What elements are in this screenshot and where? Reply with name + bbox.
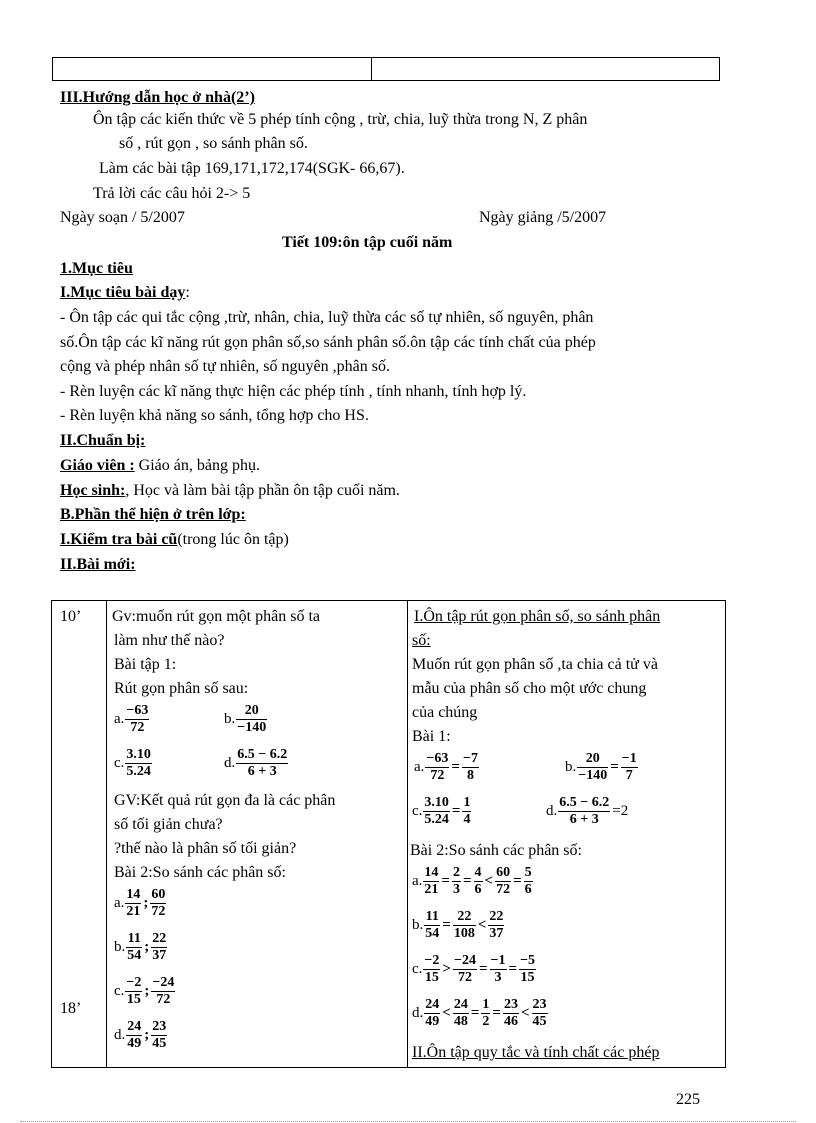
fraction (125, 703, 149, 736)
equals: = (470, 1005, 480, 1021)
fraction (488, 909, 504, 942)
fraction (462, 751, 479, 784)
separator: ; (144, 983, 150, 999)
denominator: 37 (152, 948, 167, 963)
objective-line: cộng và phép nhân số tự nhiên, số nguyên ,phân số. (60, 358, 390, 375)
numerator: 5 (524, 865, 532, 880)
teacher-question: Gv:muốn rút gọn một phân số ta (112, 608, 320, 625)
answer-2a (412, 865, 534, 898)
fraction (503, 997, 519, 1030)
table-divider (371, 58, 372, 80)
denominator: 108 (453, 926, 475, 941)
footer-divider (20, 1121, 796, 1122)
less-than: < (477, 917, 487, 933)
numerator: −1 (490, 953, 506, 968)
denominator: 72 (496, 882, 511, 897)
equals: = (441, 873, 450, 889)
fraction (495, 865, 511, 898)
content-rule: mẫu của phân số cho một ước chung (412, 680, 647, 697)
fraction (519, 953, 536, 986)
fraction (126, 1019, 142, 1052)
fraction (453, 909, 476, 942)
less-than: < (484, 873, 494, 889)
teacher-question: làm như thế nào? (114, 632, 225, 649)
teacher-row-b (224, 703, 268, 736)
fraction (621, 751, 638, 784)
label-d: d. (546, 802, 558, 819)
numerator: 6.5 − 6.2 (237, 747, 288, 762)
exercise-label: Bài 2:So sánh các phân số: (410, 842, 582, 859)
fraction (423, 865, 439, 898)
numerator: 60 (496, 865, 511, 880)
label-d: d. (224, 754, 236, 771)
column-divider (106, 601, 107, 1067)
denominator: 4 (463, 812, 471, 827)
fraction (151, 1019, 167, 1052)
label-a: a. (114, 710, 125, 727)
denominator: 21 (126, 904, 141, 919)
equals: = (478, 961, 488, 977)
answer-2c (412, 953, 537, 986)
denominator: 3 (452, 882, 460, 897)
fraction (236, 703, 267, 736)
denominator: 54 (127, 948, 142, 963)
label-b: b. (565, 758, 577, 775)
numerator: 24 (453, 997, 468, 1012)
teacher-row-d (224, 747, 289, 780)
fraction (236, 747, 288, 780)
label-a: a. (414, 758, 425, 775)
numerator: −5 (520, 953, 536, 968)
fraction (425, 751, 449, 784)
numerator: −24 (453, 953, 476, 968)
fraction (126, 931, 142, 964)
objective-line: - Rèn luyện khả năng so sánh, tổng hợp cho HS. (60, 407, 369, 424)
column-divider (407, 601, 408, 1067)
student-prep (60, 481, 400, 501)
denominator: −140 (578, 768, 608, 783)
label-d: d. (114, 1026, 126, 1043)
denominator: −140 (237, 720, 267, 735)
denominator: 54 (425, 926, 440, 941)
homework-line: Ôn tập các kiến thức về 5 phép tính cộng , trừ, chia, luỹ thừa trong N, Z phân (93, 111, 588, 128)
homework-line: Trả lời các câu hỏi 2-> 5 (93, 185, 251, 202)
lesson-table (51, 600, 726, 1068)
numerator: 1 (463, 795, 471, 810)
fraction (474, 865, 483, 898)
numerator: 3.10 (126, 747, 151, 762)
numerator: 14 (424, 865, 439, 880)
answer-1d (546, 795, 629, 828)
numerator: −7 (462, 751, 478, 766)
answer-1c (412, 795, 472, 828)
label-d: d. (412, 1004, 424, 1021)
numerator: 20 (577, 751, 608, 768)
numerator: 22 (152, 931, 167, 946)
denominator: 72 (430, 768, 445, 783)
separator: ; (144, 1027, 150, 1043)
student-text: , Học và làm bài tập phần ôn tập cuối năm. (125, 482, 400, 499)
colon: : (185, 284, 190, 301)
numerator: 60 (151, 887, 166, 902)
fraction (423, 795, 450, 828)
denominator: 6 + 3 (247, 764, 277, 779)
page-number: 225 (676, 1091, 700, 1108)
numerator: −63 (126, 703, 149, 718)
fraction (558, 795, 610, 828)
label-b: b. (224, 710, 236, 727)
numerator: 2 (452, 865, 460, 880)
greater-than: > (442, 961, 451, 977)
check-text: (trong lúc ôn tập) (177, 531, 289, 548)
numerator: −63 (426, 751, 449, 766)
equals: = (462, 873, 472, 889)
label-c: c. (114, 754, 125, 771)
equals: = (508, 961, 518, 977)
exercise-label: Bài 1: (412, 728, 451, 745)
numerator: 4 (474, 865, 482, 880)
denominator: 46 (503, 1014, 518, 1029)
label-c: c. (412, 802, 423, 819)
equals: = (442, 917, 451, 933)
numerator: 24 (425, 997, 440, 1012)
equals: = (513, 873, 522, 889)
numerator: −2 (424, 953, 440, 968)
label-c: c. (114, 982, 125, 999)
numerator: 14 (126, 887, 141, 902)
denominator: 48 (453, 1014, 468, 1029)
denominator: 2 (482, 1014, 490, 1029)
content-rule: của chúng (412, 704, 478, 721)
less-than: < (520, 1005, 530, 1021)
numerator: −1 (621, 751, 637, 766)
denominator: 8 (466, 768, 474, 783)
teacher-compare-b (114, 931, 168, 964)
time-cell: 10’ (60, 608, 82, 625)
fraction (125, 747, 152, 780)
preparation-heading: II.Chuẩn bị: (60, 432, 146, 449)
objectives-heading: 1.Mục tiêu (60, 260, 133, 277)
denominator: 15 (520, 970, 535, 985)
fraction (151, 931, 167, 964)
numerator: 20 (236, 703, 267, 720)
numerator: 22 (489, 909, 504, 924)
denominator: 21 (424, 882, 439, 897)
denominator: 15 (424, 970, 439, 985)
fraction (151, 975, 175, 1008)
teacher-prep (60, 456, 260, 476)
denominator: 72 (130, 720, 145, 735)
fraction (462, 795, 471, 828)
fraction (150, 887, 166, 920)
denominator: 49 (425, 1014, 440, 1029)
homework-line: Làm các bài tập 169,171,172,174(SGK- 66,67). (99, 160, 405, 177)
label-a: a. (412, 872, 423, 889)
content-heading: II.Ôn tập quy tắc và tính chất các phép (412, 1044, 660, 1061)
denominator: 6 (474, 882, 482, 897)
numerator: −24 (152, 975, 175, 990)
separator: ; (144, 939, 150, 955)
equals: = (492, 1005, 501, 1021)
fraction (481, 997, 490, 1030)
top-empty-table (52, 57, 720, 81)
denominator: 6 (524, 882, 532, 897)
denominator: 5.24 (126, 764, 151, 779)
fraction (453, 997, 469, 1030)
homework-line: số , rút gọn , so sánh phân số. (119, 135, 308, 152)
denominator: 45 (152, 1036, 167, 1051)
numerator: 1 (482, 997, 490, 1012)
exercise-label: Bài tập 1: (114, 656, 177, 673)
denominator: 3 (494, 970, 502, 985)
fraction (125, 975, 142, 1008)
fraction (532, 997, 548, 1030)
answer-2b (412, 909, 505, 942)
label-c: c. (412, 960, 423, 977)
fraction (524, 865, 533, 898)
numerator: 23 (152, 1019, 167, 1034)
answer-2d (412, 997, 549, 1030)
denominator: 37 (489, 926, 504, 941)
numerator: 6.5 − 6.2 (559, 795, 610, 810)
less-than: < (442, 1005, 451, 1021)
answer-1a (414, 751, 480, 784)
denominator: 6 + 3 (569, 812, 599, 827)
teacher-row-ab (114, 703, 150, 736)
objective-line: số.Ôn tập các kĩ năng rút gọn phân số,so sánh phân số.ôn tập các tính chất của phép (60, 334, 596, 351)
denominator: 15 (126, 992, 141, 1007)
objective-line: - Ôn tập các qui tắc cộng ,trừ, nhân, chia, luỹ thừa các số tự nhiên, số nguyên, phân (60, 309, 594, 326)
answer-1b (565, 751, 639, 784)
numerator: 3.10 (424, 795, 449, 810)
denominator: 45 (532, 1014, 547, 1029)
label-b: b. (412, 916, 424, 933)
numerator: 23 (532, 997, 547, 1012)
denominator: 49 (127, 1036, 142, 1051)
fraction (424, 997, 440, 1030)
objectives-subheading (60, 283, 190, 303)
numerator: 24 (127, 1019, 142, 1034)
denominator: 7 (625, 768, 633, 783)
teacher-label: Giáo viên : (60, 457, 135, 474)
teacher-row-c (114, 747, 153, 780)
check-line (60, 530, 289, 550)
denominator: 72 (156, 992, 171, 1007)
teacher-compare-d (114, 1019, 168, 1052)
homework-heading: III.Hướng dẫn học ở nhà(2’) (60, 89, 255, 106)
content-heading: I.Ôn tập rút gọn phân số, so sánh phân (414, 608, 661, 625)
teacher-text: Giáo án, bảng phụ. (134, 457, 260, 474)
denominator: 5.24 (424, 812, 449, 827)
equals: = (610, 759, 619, 775)
date-taught: Ngày giảng /5/2007 (479, 209, 607, 226)
section-b-heading: B.Phần thể hiện ở trên lớp: (60, 506, 246, 523)
objective-line: - Rèn luyện các kĩ năng thực hiện các phép tính , tính nhanh, tính hợp lý. (60, 383, 527, 400)
denominator: 72 (457, 970, 472, 985)
numerator: 11 (425, 909, 439, 924)
label-b: b. (114, 938, 126, 955)
separator: ; (143, 895, 149, 911)
equals: = (451, 803, 461, 819)
teacher-question: ?thế nào là phân số tối giản? (114, 840, 297, 857)
time-cell: 18’ (60, 1000, 82, 1017)
equals: = (451, 759, 460, 775)
numerator: 22 (453, 909, 476, 926)
lesson-title: Tiết 109:ôn tập cuối năm (282, 234, 453, 251)
fraction (453, 953, 477, 986)
teacher-compare-c (114, 975, 176, 1008)
result: =2 (612, 803, 629, 819)
content-rule: Muốn rút gọn phân số ,ta chia cả tử và (412, 656, 658, 673)
fraction (125, 887, 141, 920)
teacher-compare-a (114, 887, 167, 920)
student-label: Học sinh: (60, 482, 126, 499)
label-a: a. (114, 894, 125, 911)
content-heading: số: (412, 632, 431, 649)
check-label: I.Kiểm tra bài cũ (60, 531, 178, 548)
teacher-question: GV:Kết quả rút gọn đa là các phân (114, 792, 336, 809)
exercise-label: Bài 2:So sánh các phân số: (114, 864, 286, 881)
date-prepared: Ngày soạn / 5/2007 (60, 209, 185, 226)
exercise-task: Rút gọn phân số sau: (114, 680, 249, 697)
fraction (452, 865, 461, 898)
fraction (490, 953, 507, 986)
teacher-question: số tối giản chưa? (114, 816, 223, 833)
new-lesson-heading: II.Bài mới: (60, 556, 136, 573)
fraction (424, 909, 440, 942)
numerator: −2 (126, 975, 142, 990)
fraction (423, 953, 440, 986)
numerator: 23 (503, 997, 518, 1012)
objectives-subheading-text: I.Mục tiêu bài dạy (60, 284, 186, 301)
numerator: 11 (127, 931, 141, 946)
denominator: 72 (151, 904, 166, 919)
fraction (577, 751, 608, 784)
